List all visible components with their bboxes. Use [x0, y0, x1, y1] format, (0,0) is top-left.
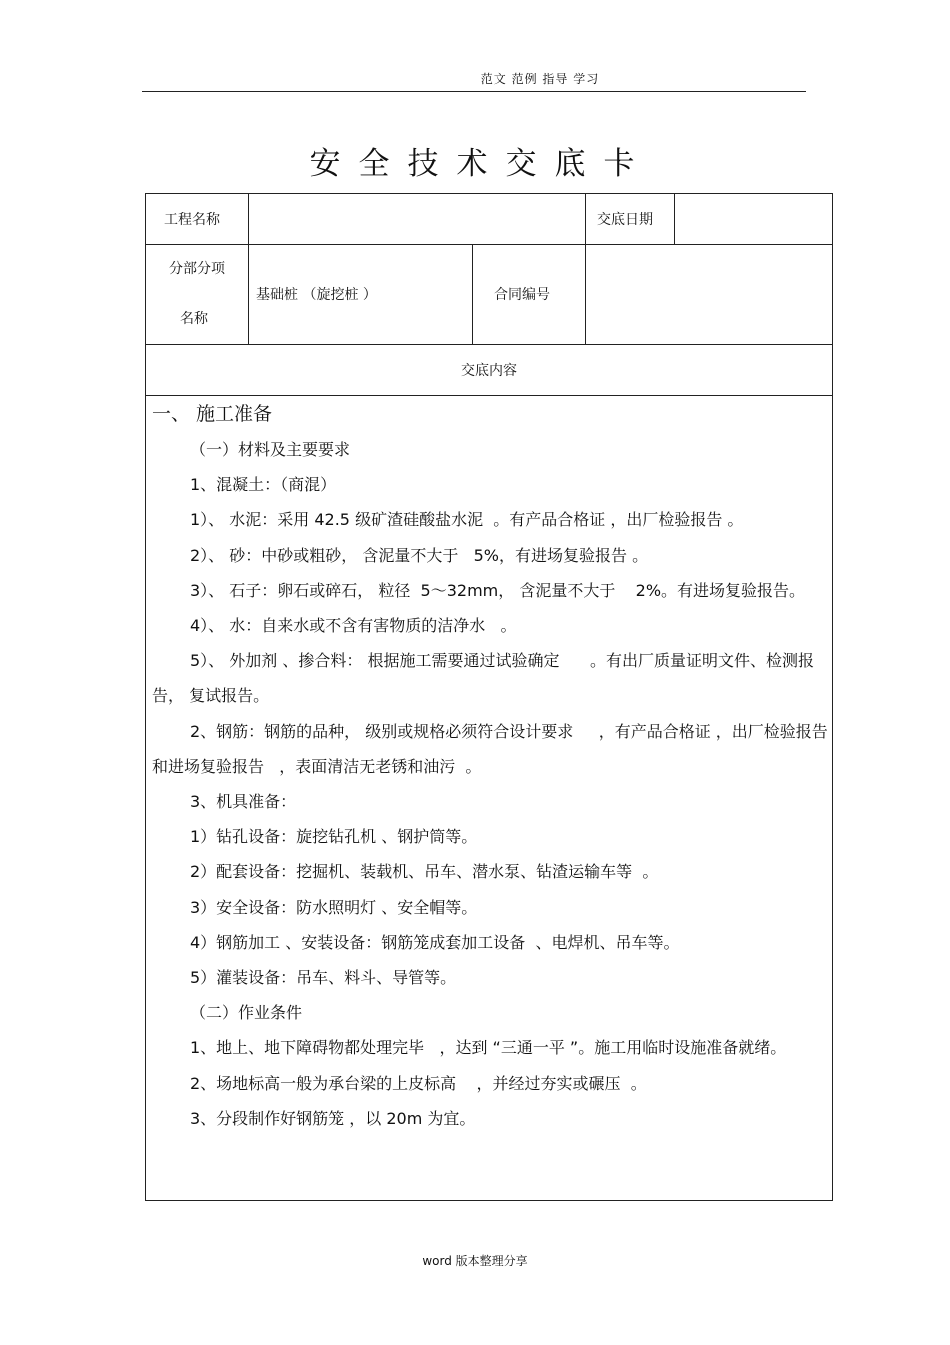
- contract-number-label: 合同编号: [494, 287, 550, 303]
- condition-obstacles: 1、地上、地下障碍物都处理完毕 ，达到 “三通一平 ”。施工用临时设施准备就绪。: [190, 1038, 787, 1058]
- page-header: 范文 范例 指导 学习: [480, 72, 600, 86]
- handover-date-label: 交底日期: [597, 212, 653, 228]
- col-divider-3: [585, 194, 586, 344]
- col-divider-1: [248, 194, 249, 344]
- condition-rebar-cage: 3、分段制作好钢筋笼 ，以 20m 为宜。: [190, 1108, 476, 1128]
- item-cement: 1）、 水泥：采用 42.5 级矿渣硅酸盐水泥 。有产品合格证 ，出厂检验报告 。: [190, 510, 744, 530]
- project-name-value: [250, 194, 584, 244]
- page-footer: word 版本整理分享: [422, 1254, 528, 1268]
- item-rebar-equipment: 4）钢筋加工 、安装设备：钢筋笼成套加工设备 、电焊机、吊车等。: [190, 932, 680, 952]
- subitem-label-line1: 分部分项: [169, 261, 225, 277]
- project-name-label: 工程名称: [164, 212, 220, 228]
- handover-content: [152, 396, 828, 1136]
- item-support-equipment: 2）配套设备：挖掘机、装载机、吊车、潜水泵、钻渣运输车等 。: [190, 862, 659, 882]
- subheading-conditions: （二）作业条件: [190, 1003, 303, 1023]
- item-concrete: 1、混凝土：（商混）: [190, 475, 337, 495]
- item-sand: 2）、 砂：中砂或粗砂， 含泥量不大于 5%，有进场复验报告 。: [190, 545, 649, 565]
- content-heading: 交底内容: [461, 362, 517, 379]
- contract-number-value: [587, 244, 831, 344]
- header-rule: [142, 91, 806, 92]
- item-admixture: 5）、 外加剂 、掺合料： 根据施工需要通过试验确定 。有出厂质量证明文件、检测报告， 复试报告。: [152, 651, 814, 706]
- col-divider-4: [674, 194, 675, 244]
- item-safety-equipment: 3）安全设备：防水照明灯 、安全帽等。: [190, 897, 478, 917]
- item-water: 4）、 水：自来水或不含有害物质的洁净水 。: [190, 616, 517, 636]
- handover-table: [145, 193, 833, 1201]
- item-gravel: 3）、 石子：卵石或碎石， 粒径 5～32mm， 含泥量不大于 2%。有进场复验报告。: [190, 580, 806, 600]
- col-divider-2: [472, 244, 473, 344]
- subheading-materials: （一）材料及主要要求: [190, 440, 351, 459]
- document-title: 安全技术交底卡: [309, 146, 653, 182]
- item-rebar: 2、钢筋：钢筋的品种， 级别或规格必须符合设计要求 ，有产品合格证 ，出厂检验报告和进场复验报告 ，表面清洁无老锈和油污 。: [152, 721, 828, 776]
- item-drilling-equipment: 1）钻孔设备：旋挖钻孔机 、钢护筒等。: [190, 827, 478, 847]
- condition-site-elevation: 2、场地标高一般为承台梁的上皮标高 ，并经过夯实或碾压 。: [190, 1073, 647, 1093]
- item-pouring-equipment: 5）灌装设备：吊车、料斗、导管等。: [190, 968, 457, 988]
- handover-date-value: [676, 194, 831, 244]
- section-heading-preparation: 一、 施工准备: [152, 403, 273, 425]
- item-equipment: 3、机具准备：: [190, 792, 297, 812]
- subitem-label-line2: 名称: [180, 311, 208, 327]
- subitem-value: 基础桩 （旋挖桩 ）: [256, 287, 377, 303]
